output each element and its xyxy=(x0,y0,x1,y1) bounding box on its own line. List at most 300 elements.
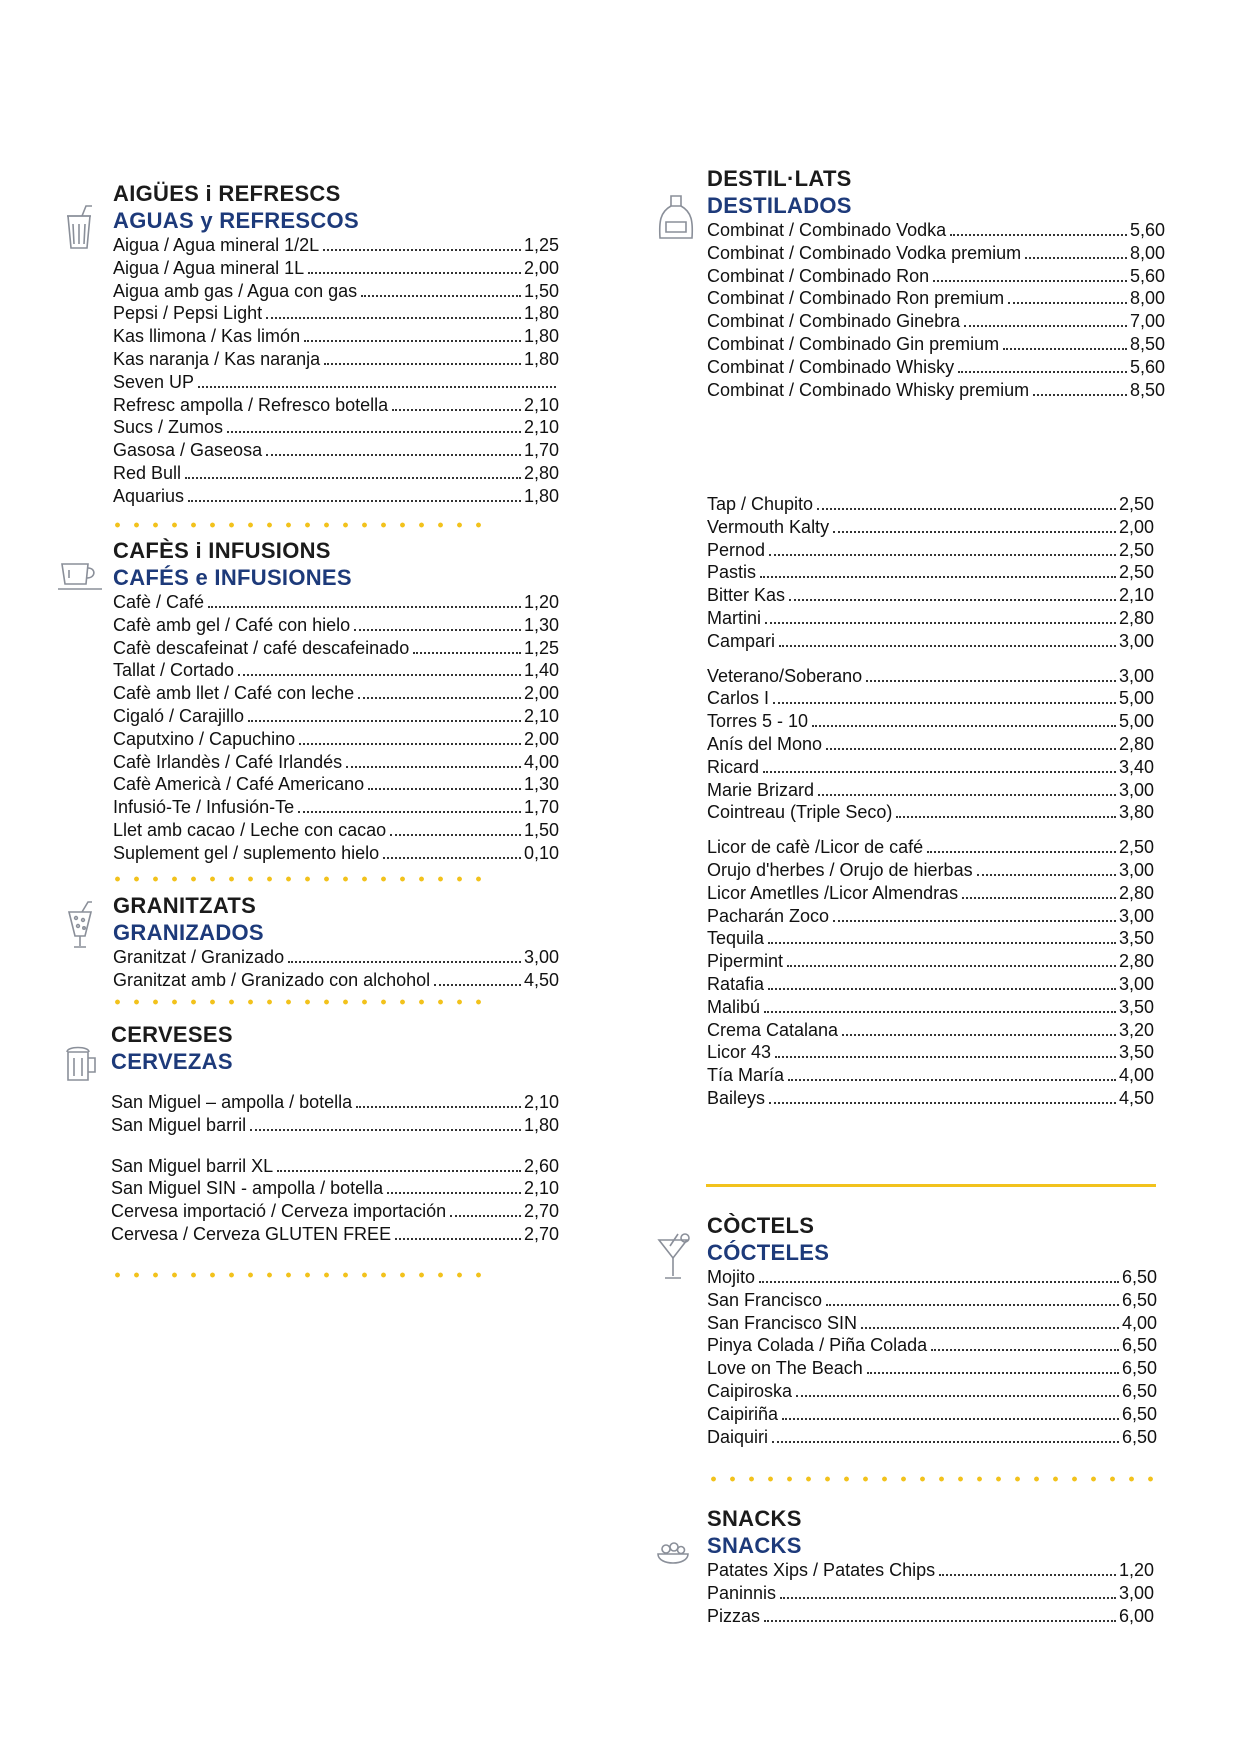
snack-bowl-icon xyxy=(656,1540,690,1570)
dot-leader xyxy=(765,622,1116,624)
item-price: 2,10 xyxy=(523,417,559,438)
item-price: 1,25 xyxy=(523,235,559,255)
menu-item xyxy=(707,356,1165,379)
menu-item xyxy=(111,1155,559,1178)
menu-item xyxy=(707,242,1165,265)
item-price: 2,10 xyxy=(523,394,559,415)
item-name: Combinat / Combinado Ron premium xyxy=(707,288,1005,309)
item-price: 3,00 xyxy=(1118,859,1154,880)
dot-leader xyxy=(769,554,1116,556)
item-name: Licor Ametlles /Licor Almendras xyxy=(707,882,959,903)
liquor-bottle-icon xyxy=(656,194,696,244)
item-price: 2,80 xyxy=(523,462,559,483)
yellow-line-divider xyxy=(706,1184,1156,1187)
dot-leader xyxy=(896,816,1116,818)
item-price: 6,50 xyxy=(1121,1358,1157,1379)
dot-leader xyxy=(964,325,1127,327)
dot-leader xyxy=(782,1418,1119,1420)
dot-leader xyxy=(958,371,1127,373)
dot-leader xyxy=(395,1238,521,1240)
menu-item xyxy=(707,882,1154,905)
item-price: 1,20 xyxy=(523,592,559,612)
menu-item xyxy=(113,946,559,969)
menu-item xyxy=(707,1582,1154,1605)
item-price: 2,70 xyxy=(523,1223,559,1244)
item-price: 2,10 xyxy=(523,1178,559,1199)
item-price: 5,00 xyxy=(1118,711,1154,732)
dot-leader xyxy=(760,576,1116,578)
menu-item xyxy=(113,705,559,728)
item-price: 1,20 xyxy=(1118,1560,1154,1580)
menu-item xyxy=(707,630,1154,653)
dot-leader xyxy=(796,1395,1119,1397)
dot-leader xyxy=(789,599,1116,601)
menu-item xyxy=(707,1426,1157,1449)
item-price: 4,00 xyxy=(1118,1065,1154,1086)
dot-leader xyxy=(826,1304,1119,1306)
item-price: 6,50 xyxy=(1121,1289,1157,1310)
item-price: 1,50 xyxy=(523,280,559,301)
dot-leader xyxy=(188,500,521,502)
item-price: 2,10 xyxy=(523,1092,559,1112)
dot-leader xyxy=(842,1034,1116,1036)
dot-leader xyxy=(768,942,1116,944)
menu-item xyxy=(707,1605,1154,1628)
item-price: 1,80 xyxy=(523,485,559,506)
item-price: 2,60 xyxy=(523,1155,559,1176)
dot-leader xyxy=(434,984,521,986)
item-name: Caipiriña xyxy=(707,1403,779,1424)
menu-item xyxy=(113,485,559,508)
section-title-es: SNACKS xyxy=(707,1533,802,1558)
item-price: 2,00 xyxy=(523,257,559,278)
menu-item xyxy=(707,927,1154,950)
dot-leader xyxy=(826,748,1116,750)
menu-item xyxy=(113,462,559,485)
menu-item xyxy=(707,756,1154,779)
dot-leader xyxy=(933,280,1127,282)
item-name: San Miguel barril xyxy=(111,1114,247,1135)
menu-item xyxy=(707,310,1165,333)
section-destilats xyxy=(707,165,1165,401)
item-name: Licor 43 xyxy=(707,1042,772,1063)
menu-item xyxy=(707,733,1154,756)
item-name: San Francisco xyxy=(707,1289,823,1310)
yellow-dotted-divider xyxy=(704,1476,1154,1482)
item-price: 3,80 xyxy=(1118,802,1154,823)
dot-leader xyxy=(764,1620,1116,1622)
item-name: Cafè amb llet / Café con leche xyxy=(113,683,355,704)
dot-leader xyxy=(861,1327,1119,1329)
dot-leader xyxy=(768,988,1116,990)
item-price: 3,00 xyxy=(1118,665,1154,686)
menu-item xyxy=(707,1019,1154,1042)
item-price: 8,50 xyxy=(1129,333,1165,354)
section-title-ca: SNACKS xyxy=(707,1506,802,1531)
menu-item xyxy=(113,591,559,614)
section-cafes xyxy=(113,537,559,865)
item-price: 1,30 xyxy=(523,774,559,795)
dot-leader xyxy=(927,851,1116,853)
menu-item xyxy=(113,751,559,774)
menu-item xyxy=(707,779,1154,802)
item-price: 6,00 xyxy=(1118,1605,1154,1626)
menu-item xyxy=(707,859,1154,882)
menu-item xyxy=(113,842,559,865)
item-name: San Francisco SIN xyxy=(707,1312,858,1333)
item-price: 1,50 xyxy=(523,819,559,840)
item-price: 2,10 xyxy=(523,705,559,726)
item-name: Aigua / Agua mineral 1L xyxy=(113,257,305,278)
menu-list xyxy=(111,1155,559,1246)
dot-leader xyxy=(277,1170,521,1172)
menu-item xyxy=(707,973,1154,996)
dot-leader xyxy=(250,1129,521,1131)
item-name: Sucs / Zumos xyxy=(113,417,224,438)
item-price: 8,00 xyxy=(1129,288,1165,309)
dot-leader xyxy=(358,697,521,699)
menu-item xyxy=(707,219,1165,242)
dot-leader xyxy=(248,720,521,722)
drink-cup-icon xyxy=(64,204,94,250)
item-price: 2,00 xyxy=(1118,516,1154,537)
dot-leader xyxy=(867,1372,1119,1374)
dot-leader xyxy=(772,1441,1119,1443)
item-name: Cervesa / Cerveza GLUTEN FREE xyxy=(111,1223,392,1244)
menu-item xyxy=(707,539,1154,562)
section-title-es: AGUAS y REFRESCOS xyxy=(113,208,359,233)
dot-leader xyxy=(304,340,521,342)
item-name: Veterano/Soberano xyxy=(707,665,863,686)
item-name: Daiquiri xyxy=(707,1426,769,1447)
yellow-dotted-divider xyxy=(108,999,482,1005)
item-name: Pacharán Zoco xyxy=(707,905,830,926)
item-price: 4,50 xyxy=(523,969,559,990)
item-name: Ricard xyxy=(707,756,760,777)
dot-leader xyxy=(185,477,521,479)
section-title-es: CAFÉS e INFUSIONES xyxy=(113,565,352,590)
item-name: Aquarius xyxy=(113,485,185,506)
menu-item xyxy=(707,1266,1157,1289)
item-price: 1,70 xyxy=(523,797,559,818)
item-name: Ratafia xyxy=(707,973,765,994)
beer-mug-icon xyxy=(64,1044,100,1084)
item-price: 3,50 xyxy=(1118,1042,1154,1063)
dot-leader xyxy=(413,652,521,654)
item-name: Tía María xyxy=(707,1065,785,1086)
dot-leader xyxy=(817,508,1116,510)
item-price: 2,70 xyxy=(523,1201,559,1222)
menu-item xyxy=(113,371,559,394)
dot-leader xyxy=(977,874,1116,876)
dot-leader xyxy=(361,295,521,297)
item-price: 8,50 xyxy=(1129,379,1165,400)
section-title-ca: CAFÈS i INFUSIONS xyxy=(113,538,331,563)
item-price: 2,50 xyxy=(1118,494,1154,514)
menu-item xyxy=(113,796,559,819)
item-price: 3,00 xyxy=(1118,630,1154,651)
menu-item xyxy=(707,1041,1154,1064)
menu-list xyxy=(707,836,1154,1110)
item-name: Refresc ampolla / Refresco botella xyxy=(113,394,389,415)
dot-leader xyxy=(787,965,1116,967)
dot-leader xyxy=(962,897,1116,899)
item-name: Mojito xyxy=(707,1267,756,1287)
item-price: 6,50 xyxy=(1121,1403,1157,1424)
menu-item xyxy=(113,348,559,371)
yellow-dotted-divider xyxy=(108,1272,482,1278)
dot-leader xyxy=(356,1106,521,1108)
item-name: Bitter Kas xyxy=(707,585,786,606)
item-price: 2,50 xyxy=(1118,562,1154,583)
item-price: 2,80 xyxy=(1118,951,1154,972)
menu-item xyxy=(707,1289,1157,1312)
dot-leader xyxy=(227,431,521,433)
item-price: 1,70 xyxy=(523,440,559,461)
item-price: 3,00 xyxy=(523,947,559,967)
menu-item xyxy=(113,728,559,751)
menu-list xyxy=(707,219,1165,401)
dot-leader xyxy=(392,409,521,411)
item-name: Kas llimona / Kas limón xyxy=(113,326,301,347)
item-name: Licor de cafè /Licor de café xyxy=(707,837,924,858)
menu-list xyxy=(113,946,559,992)
item-price: 3,50 xyxy=(1118,996,1154,1017)
dot-leader xyxy=(818,794,1116,796)
cocktail-glass-icon xyxy=(656,1232,692,1282)
dot-leader xyxy=(298,811,521,813)
item-name: Combinat / Combinado Whisky xyxy=(707,356,955,377)
menu-item xyxy=(707,607,1154,630)
section-title-es: DESTILADOS xyxy=(707,193,852,218)
dot-leader xyxy=(833,920,1116,922)
menu-list xyxy=(707,665,1154,825)
dot-leader xyxy=(198,386,556,388)
item-name: Granitzat amb / Granizado con alchohol xyxy=(113,969,431,990)
item-name: Cointreau (Triple Seco) xyxy=(707,802,893,823)
item-price: 4,00 xyxy=(1121,1312,1157,1333)
item-name: Vermouth Kalty xyxy=(707,516,830,537)
dot-leader xyxy=(288,961,521,963)
item-price: 6,50 xyxy=(1121,1267,1157,1287)
item-name: Granitzat / Granizado xyxy=(113,947,285,967)
item-name: Torres 5 - 10 xyxy=(707,711,809,732)
item-name: Tallat / Cortado xyxy=(113,660,235,681)
section-title-ca: GRANITZATS xyxy=(113,893,257,918)
dot-leader xyxy=(1025,257,1127,259)
menu-item xyxy=(113,637,559,660)
item-name: Kas naranja / Kas naranja xyxy=(113,348,321,369)
item-name: Caputxino / Capuchino xyxy=(113,728,296,749)
dot-leader xyxy=(812,725,1116,727)
dot-leader xyxy=(759,1281,1119,1283)
menu-item xyxy=(111,1114,559,1137)
dot-leader xyxy=(299,743,521,745)
item-price: 3,20 xyxy=(1118,1019,1154,1040)
menu-item xyxy=(707,265,1165,288)
section-aigues xyxy=(113,180,559,508)
dot-leader xyxy=(368,788,521,790)
item-name: Red Bull xyxy=(113,462,182,483)
slush-glass-icon xyxy=(66,900,94,950)
dot-leader xyxy=(308,272,521,274)
item-name: Seven UP xyxy=(113,371,195,392)
dot-leader xyxy=(763,771,1116,773)
section-licors xyxy=(707,493,1154,1110)
section-title-es: CÓCTELES xyxy=(707,1240,830,1265)
item-name: Llet amb cacao / Leche con cacao xyxy=(113,819,387,840)
menu-item xyxy=(113,394,559,417)
item-name: Cafè Irlandès / Café Irlandés xyxy=(113,751,343,772)
item-price: 1,40 xyxy=(523,660,559,681)
item-price: 2,80 xyxy=(1118,733,1154,754)
section-coctels xyxy=(707,1212,1157,1448)
section-granitzats xyxy=(113,892,559,992)
item-name: Love on The Beach xyxy=(707,1358,863,1379)
yellow-dotted-divider xyxy=(108,876,482,882)
item-name: Pinya Colada / Piña Colada xyxy=(707,1335,928,1356)
item-name: Caipiroska xyxy=(707,1380,793,1401)
item-price: 1,30 xyxy=(523,614,559,635)
menu-item xyxy=(707,333,1165,356)
item-name: Pepsi / Pepsi Light xyxy=(113,303,263,324)
item-price: 4,00 xyxy=(523,751,559,772)
dot-leader xyxy=(324,363,521,365)
section-title-es: CERVEZAS xyxy=(111,1049,233,1074)
dot-leader xyxy=(208,606,521,608)
menu-item xyxy=(113,257,559,280)
dot-leader xyxy=(323,249,521,251)
item-name: Cafè / Café xyxy=(113,592,205,612)
item-price: 5,00 xyxy=(1118,688,1154,709)
dot-leader xyxy=(950,234,1127,236)
section-title-ca: DESTIL·LATS xyxy=(707,166,852,191)
item-price: 6,50 xyxy=(1121,1380,1157,1401)
item-name: Tap / Chupito xyxy=(707,494,814,514)
menu-item xyxy=(707,1334,1157,1357)
menu-item xyxy=(707,687,1154,710)
dot-leader xyxy=(346,766,521,768)
menu-item xyxy=(707,905,1154,928)
dot-leader xyxy=(780,1597,1116,1599)
dot-leader xyxy=(354,629,521,631)
item-price: 3,40 xyxy=(1118,756,1154,777)
menu-item xyxy=(113,819,559,842)
menu-item xyxy=(111,1223,559,1246)
item-name: Suplement gel / suplemento hielo xyxy=(113,842,380,863)
menu-item xyxy=(707,516,1154,539)
item-price: 7,00 xyxy=(1129,311,1165,332)
coffee-cup-icon xyxy=(56,558,104,594)
item-name: Pipermint xyxy=(707,951,784,972)
item-name: San Miguel barril XL xyxy=(111,1155,274,1176)
item-name: Tequila xyxy=(707,928,765,949)
menu-item xyxy=(707,1312,1157,1335)
item-name: Baileys xyxy=(707,1087,766,1108)
menu-item xyxy=(707,1064,1154,1087)
section-title-ca: CÒCTELS xyxy=(707,1213,815,1238)
item-price: 6,50 xyxy=(1121,1426,1157,1447)
item-price: 3,00 xyxy=(1118,905,1154,926)
dot-leader xyxy=(1033,394,1127,396)
menu-item xyxy=(707,1357,1157,1380)
menu-item xyxy=(707,1380,1157,1403)
menu-item xyxy=(113,682,559,705)
dot-leader xyxy=(266,317,521,319)
menu-item xyxy=(707,1559,1154,1582)
item-name: San Miguel – ampolla / botella xyxy=(111,1092,353,1112)
item-name: Cafè amb gel / Café con hielo xyxy=(113,614,351,635)
item-price: 3,00 xyxy=(1118,1582,1154,1603)
section-title-es: GRANIZADOS xyxy=(113,920,264,945)
menu-item xyxy=(707,379,1165,402)
item-name: Cervesa importació / Cerveza importación xyxy=(111,1201,447,1222)
dot-leader xyxy=(931,1349,1119,1351)
menu-item xyxy=(111,1200,559,1223)
menu-item xyxy=(707,493,1154,516)
menu-list xyxy=(113,591,559,865)
item-price: 3,50 xyxy=(1118,928,1154,949)
dot-leader xyxy=(450,1215,521,1217)
dot-leader xyxy=(1008,302,1127,304)
item-price: 2,00 xyxy=(523,728,559,749)
menu-list xyxy=(113,234,559,508)
menu-item xyxy=(113,325,559,348)
item-name: Combinat / Combinado Vodka premium xyxy=(707,242,1022,263)
dot-leader xyxy=(775,1056,1116,1058)
item-price: 2,00 xyxy=(523,683,559,704)
menu-item xyxy=(707,710,1154,733)
menu-item xyxy=(707,665,1154,688)
menu-item xyxy=(707,1403,1157,1426)
dot-leader xyxy=(779,645,1116,647)
item-name: Cafè descafeinat / café descafeinado xyxy=(113,637,410,658)
item-name: Infusió-Te / Infusión-Te xyxy=(113,797,295,818)
item-name: Martini xyxy=(707,607,762,628)
dot-leader xyxy=(769,1102,1116,1104)
item-price: 3,00 xyxy=(1118,779,1154,800)
dot-leader xyxy=(390,834,521,836)
menu-list xyxy=(707,1266,1157,1448)
menu-item xyxy=(113,234,559,257)
menu-item xyxy=(707,287,1165,310)
item-price: 1,25 xyxy=(523,637,559,658)
item-name: Aigua amb gas / Agua con gas xyxy=(113,280,358,301)
menu-item xyxy=(707,584,1154,607)
item-name: Campari xyxy=(707,630,776,651)
item-price: 3,00 xyxy=(1118,973,1154,994)
item-price: 5,60 xyxy=(1129,265,1165,286)
section-cerveses xyxy=(111,1021,559,1246)
item-name: Pizzas xyxy=(707,1605,761,1626)
menu-list xyxy=(111,1091,559,1137)
item-name: Combinat / Combinado Gin premium xyxy=(707,333,1000,354)
menu-item xyxy=(113,280,559,303)
menu-item xyxy=(113,302,559,325)
item-price: 6,50 xyxy=(1121,1335,1157,1356)
menu-list xyxy=(707,493,1154,653)
item-name: Combinat / Combinado Ginebra xyxy=(707,311,961,332)
dot-leader xyxy=(833,531,1116,533)
item-name: Pernod xyxy=(707,539,766,560)
item-name: Marie Brizard xyxy=(707,779,815,800)
item-price: 2,80 xyxy=(1118,607,1154,628)
menu-item xyxy=(113,969,559,992)
item-name: Carlos I xyxy=(707,688,770,709)
item-price: 1,80 xyxy=(523,326,559,347)
item-price: 2,50 xyxy=(1118,539,1154,560)
item-name: Gasosa / Gaseosa xyxy=(113,440,263,461)
